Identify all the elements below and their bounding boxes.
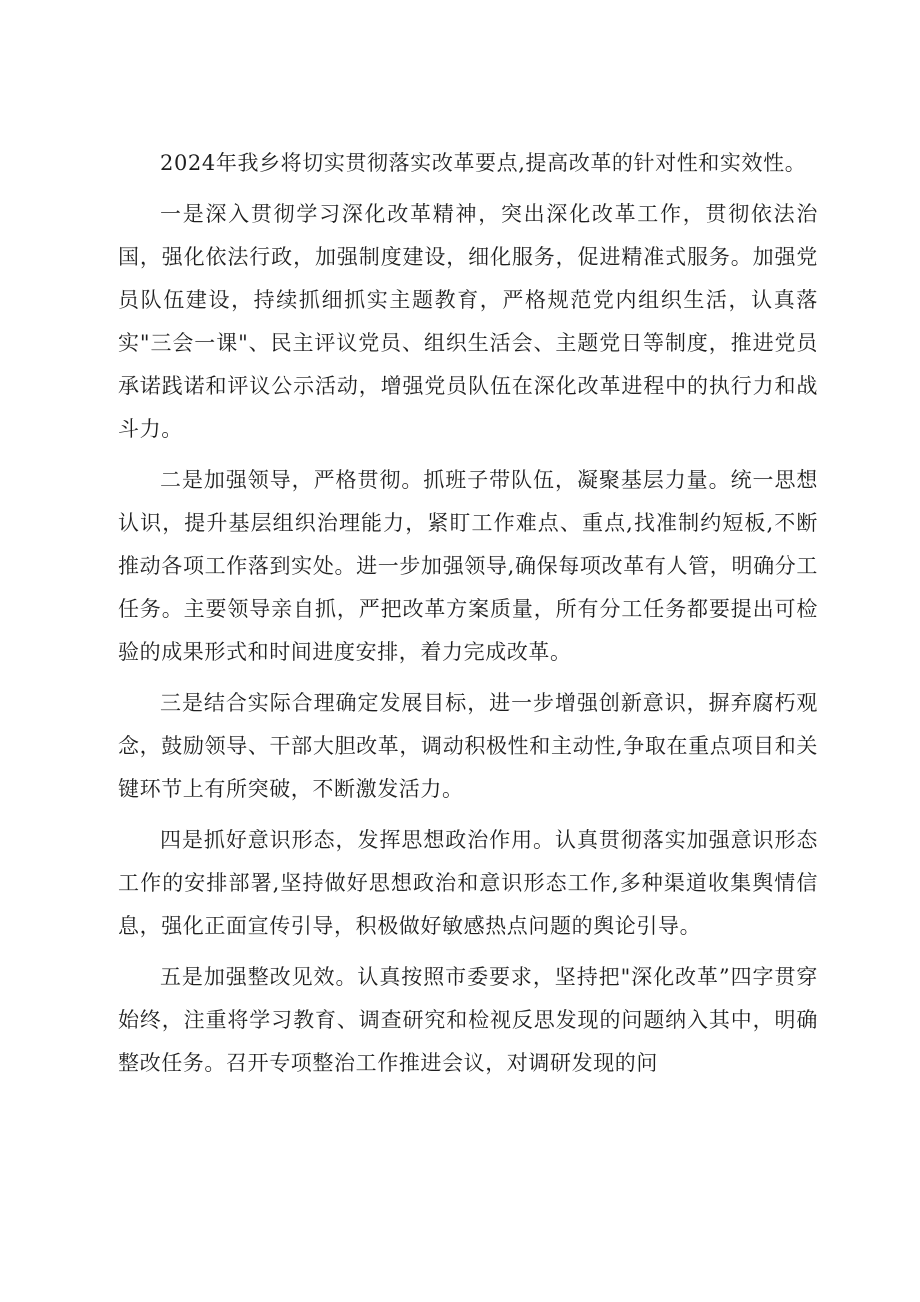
paragraph-point-two: 二是加强领导，严格贯彻。抓班子带队伍，凝聚基层力量。统一思想认识，提升基层组织治理能力，紧盯工作难点、重点,找准制约短板,不断推动各项工作落到实处。进一步加强领导,确保每项改革有人管，明确分工任务。主要领导亲自抓，严把改革方案质量，所有分工任务都要提出可检验的成果形式和时间进度安排，着力完成改革。 (118, 468, 818, 664)
paragraph-point-four: 四是抓好意识形态，发挥思想政治作用。认真贯彻落实加强意识形态工作的安排部署,坚持做好思想政治和意识形态工作,多种渠道收集舆情信息，强化正面宣传引导，积极做好敏感热点问题的舆论引导。 (118, 828, 818, 938)
paragraph-point-five: 五是加强整改见效。认真按照市委要求，坚持把"深化改革”四字贯穿始终，注重将学习教育、调查研究和检视反思发现的问题纳入其中，明确整改任务。召开专项整治工作推进会议，对调研发现的问 (118, 965, 818, 1075)
paragraph-intro: 2024年我乡将切实贯彻落实改革要点,提高改革的针对性和实效性。 (160, 151, 807, 175)
paragraph-point-one: 一是深入贯彻学习深化改革精神，突出深化改革工作，贯彻依法治国，强化依法行政，加强制度建设，细化服务，促进精准式服务。加强党员队伍建设，持续抓细抓实主题教育，严格规范党内组织生活，认真落实"三会一课"、民主评议党员、组织生活会、主题党日等制度，推进党员承诺践诺和评议公示活动，增强党员队伍在深化改革进程中的执行力和战斗力。 (118, 202, 818, 441)
paragraph-point-three: 三是结合实际合理确定发展目标，进一步增强创新意识，摒弃腐朽观念，鼓励领导、干部大胆改革，调动积极性和主动性,争取在重点项目和关键环节上有所突破，不断激发活力。 (118, 691, 818, 801)
document-body (118, 142, 818, 1093)
